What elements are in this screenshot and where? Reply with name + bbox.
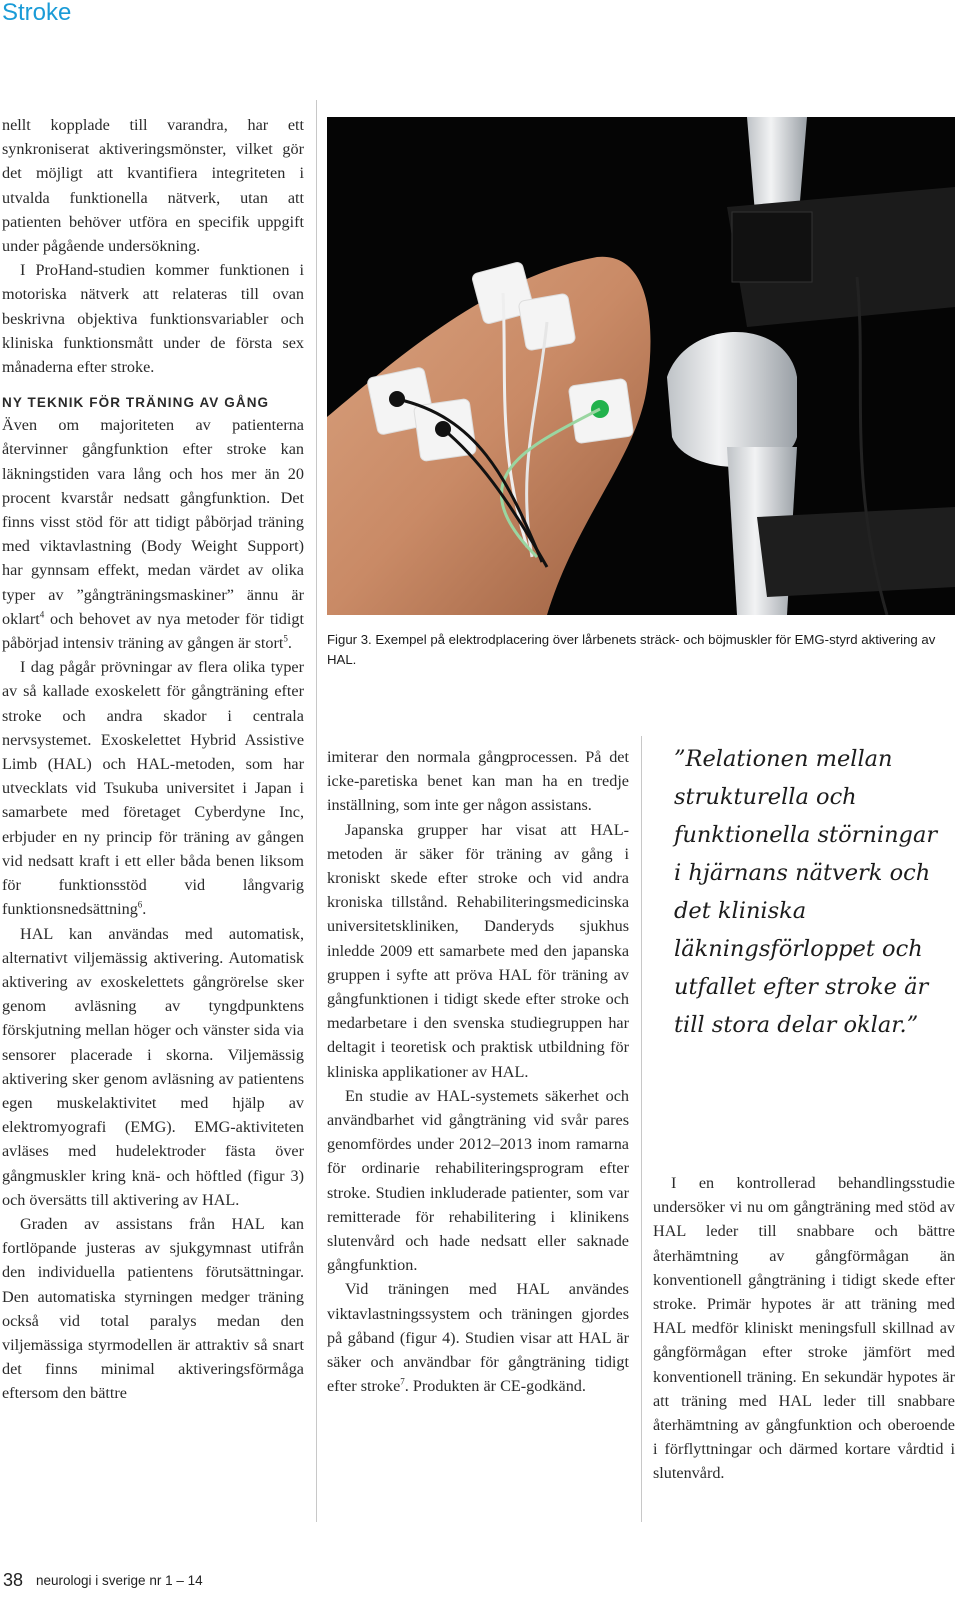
column-divider [316, 100, 317, 1522]
column-right [653, 1171, 955, 1486]
page-header [0, 0, 960, 30]
paragraph: Vid träningen med HAL användes viktavlastningssystem och träningen gjordes på gåband (figur 4). Studien visar att HAL är säker och användbar för gångträning tidigt efter stroke$^7$. Produkten är CE-godkänd. [327, 1280, 629, 1396]
page-footer [0, 1570, 960, 1598]
exoskeleton-knee [667, 332, 797, 467]
figure-photo [327, 117, 955, 615]
paragraph: Japanska grupper har visat att HAL-metoden är säker för träning av gång i kroniskt skede efter stroke och vid andra kroniska tillstånd. Rehabiliteringsmedicinska universitetskliniken, Danderyds sjukhus inledde 2009 ett samarbete med den japanska gruppen i syfte att pröva HAL för träning av gångfunktionen i tidigt skede efter stroke och medarbetare i den svenska studiegruppen har deltagit i teoretisk och praktisk utbildning för kliniska applikationer av HAL. [327, 820, 629, 1081]
column-middle [327, 745, 629, 1398]
paragraph: I en kontrollerad behandlingsstudie undersöker vi nu om gångträning med stöd av HAL leder till snabbare och bättre återhämtning av gångförmågan än konventionell gångträning i tidigt skede efter stroke. Primär hypotes är att träning med HAL medför kliniskt meningsfull skillnad av gångförmågan efter stroke jämfört med konventionell träning. En sekundär hypotes är att träning med HAL leder till snabbare återhämtning av gångfunktion och oberoende i förflyttningar och därmed kortare vårdtid i slutenvård. [653, 1174, 955, 1483]
paragraph: nellt kopplade till varandra, har ett synkroniserat aktiveringsmönster, vilket gör det möjligt att kvantifiera integriteten i utvalda funktionella nätverk, utan att patienten behöver utföra en specifik uppgift under pågående undersökning. [2, 116, 304, 256]
section-heading: NY TEKNIK FÖR TRÄNING AV GÅNG [2, 395, 270, 411]
reference-marker: 5 [283, 633, 288, 644]
section-title: Stroke [2, 0, 72, 26]
figure-caption: Figur 3. Exempel på elektrodplacering över lårbenets sträck- och böjmuskler för EMG-styrd aktivering av HAL. [327, 632, 936, 667]
paragraph: Även om majoriteten av patienterna återvinner gångfunktion efter stroke kan läkningstiden vara lång och hos mer än 20 procent kvarstår nedsatt gångfunktion. Det finns visst stöd för att tidigt påbörjad träning med viktavlastning (Body Weight Support) har gynnsam effekt, medan värdet av olika typer av ”gångträningsmaskiner” ännu är oklart$^4$ och behovet av nya metoder för tidigt påbörjad intensiv träning av gången är stort$^5$. [2, 416, 304, 653]
paragraph: En studie av HAL-systemets säkerhet och användbarhet vid gångträning vid svår pares genomfördes under 2012–2013 inom ramarna för ordinarie rehabiliteringsprogram efter stroke. Studien inkluderade patienter, som var remitterade för rehabilitering i klinikens slutenvård och hade nedsatt eller saknade gångfunktion. [327, 1086, 629, 1275]
exoskeleton-lower-strap [757, 507, 955, 597]
paragraph: I dag pågår prövningar av flera olika typer av så kallade exoskelett för gångträning efter stroke och andra skador i centrala nervsystemet. Exoskelettet Hybrid Assistive Limb (HAL) och HAL-metoden, som har utvecklats vid Tsukuba universitet i Japan i samarbete med företaget Cyberdyne Inc, erbjuder en ny princip för träning av gången vid nedsatt kraft i ett eller båda benen liksom för funktionsstöd vid långvarig funktionsnedsättning$^6$. [2, 658, 304, 919]
paragraph: HAL kan användas med automatisk, alternativt viljemässig aktivering. Automatisk aktivering av exoskelettets gångrörelse sker genom avläsning av tyngdpunktens förskjutning mellan höger och vänster sida via sensorer placerade i skorna. Viljemässig aktivering sker genom avläsning av patientens egen muskelaktivitet med hjälp av elektromyografi (EMG). EMG-aktiviteten avläses med hudelektroder fästa över gångmuskler kring knä- och höftled (figur 3) och översätts till aktivering av HAL. [2, 924, 304, 1209]
column-divider [641, 736, 642, 1522]
paragraph: Graden av assistans från HAL kan fortlöpande justeras av sjukgymnast utifrån den individuella patientens förutsättningar. Den automatiska styrningen medger träning också vid total paralys medan den viljemässiga styrmodellen är attraktiv så snart det finns minimal aktiveringsförmåga eftersom den bättre [2, 1214, 304, 1403]
paragraph: I ProHand-studien kommer funktionen i motoriska nätverk att relateras till ovan beskrivna objektiva funktionsvariabler och kliniska funktionsmått under de första sex månaderna efter stroke. [2, 261, 304, 377]
reference-marker: 6 [137, 899, 143, 910]
page-number: 38 [3, 1570, 24, 1590]
pull-quote: ”Relationen mellan strukturella och funktionella störningar i hjärnans nätverk och det kliniska läkningsförloppet och utfallet efter stroke är till stora delar oklar.” [674, 746, 938, 1038]
column-left [2, 113, 304, 1406]
paragraph: imiterar den normala gångprocessen. På det icke-paretiska benet kan man ha en tredje inställning, som inte ger någon assistans. [327, 748, 629, 815]
knee-electrode-illustration [327, 117, 955, 615]
journal-name: neurologi i sverige nr 1 – 14 [36, 1573, 203, 1588]
exoskeleton-pad [732, 212, 812, 282]
reference-marker: 4 [39, 609, 45, 620]
reference-marker: 7 [400, 1376, 405, 1387]
